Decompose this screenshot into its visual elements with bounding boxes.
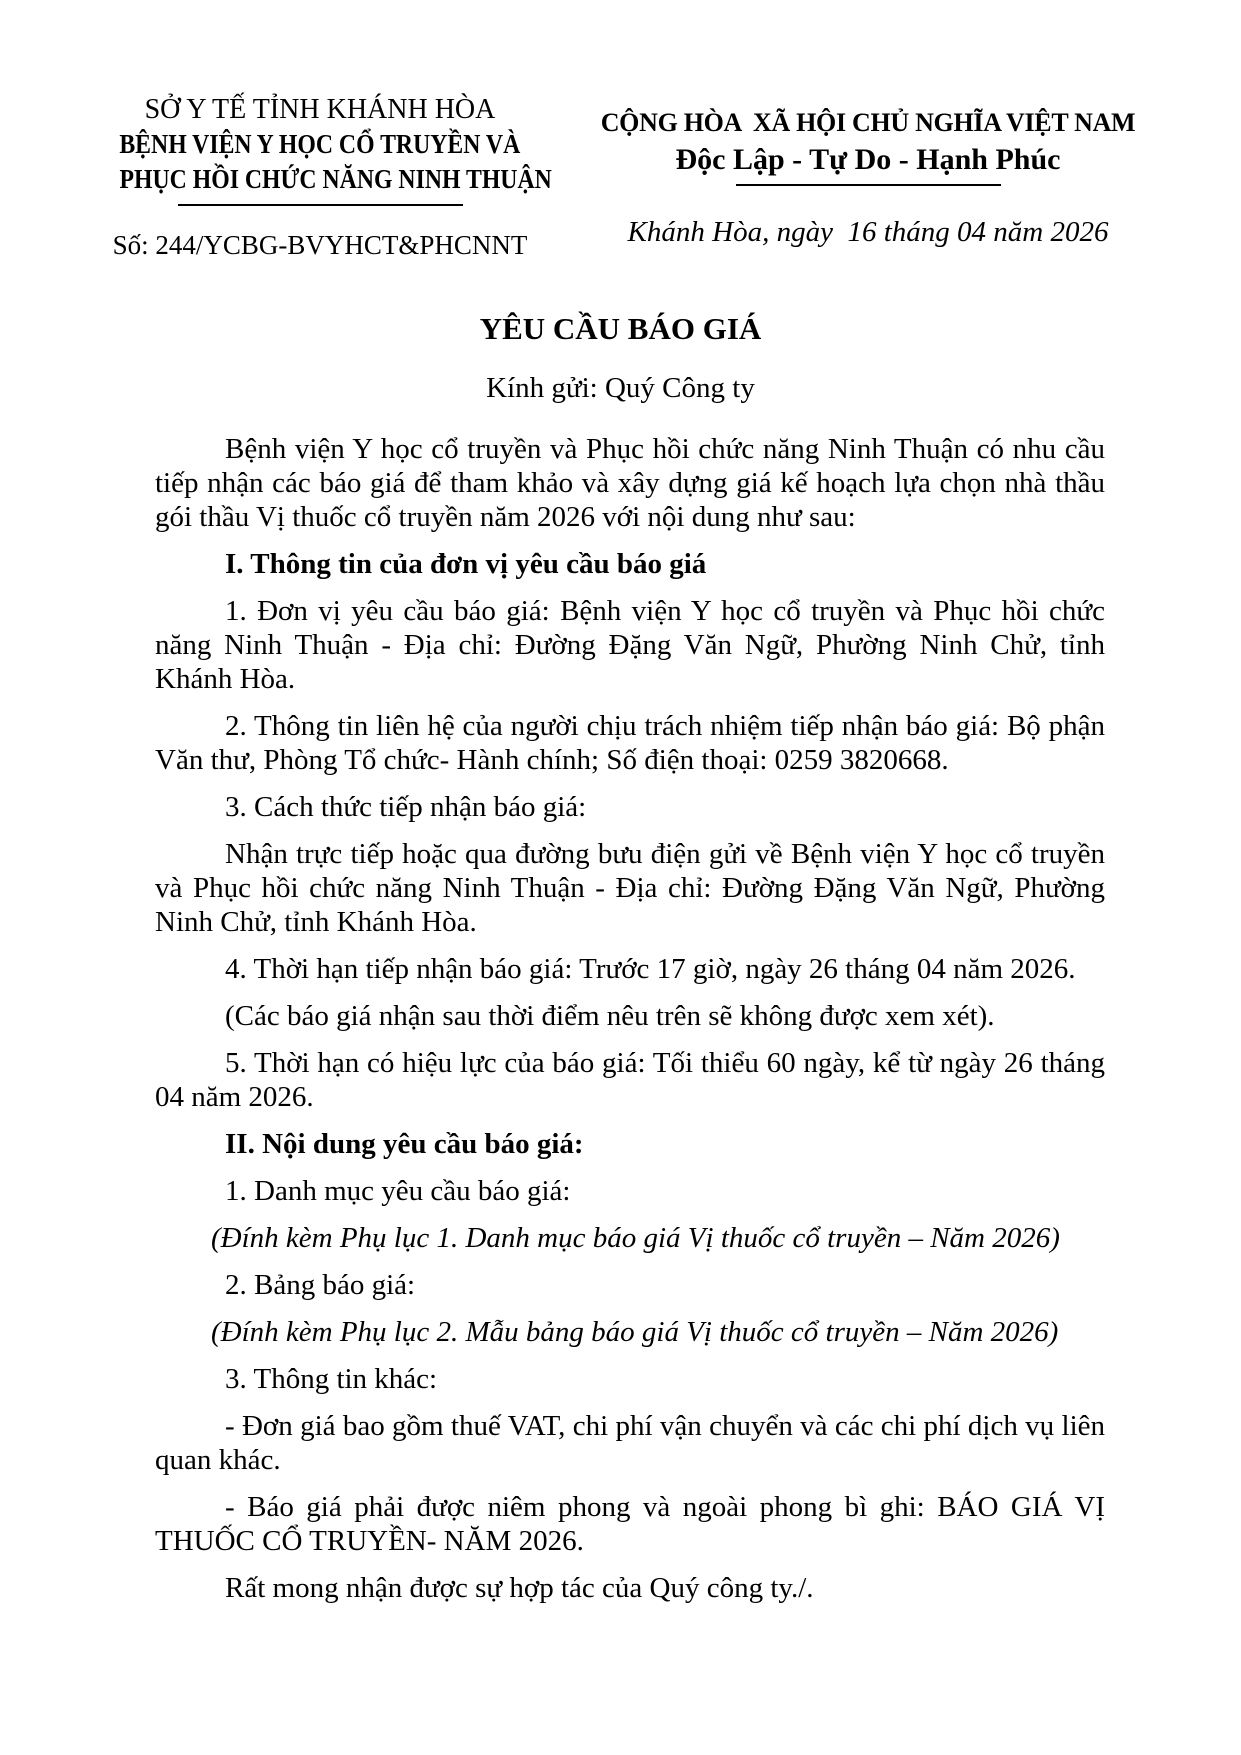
national-title: CỘNG HÒA XÃ HỘI CHỦ NGHĨA VIỆT NAM	[600, 108, 1136, 137]
org-name-line-1: BỆNH VIỆN Y HỌC CỔ TRUYỀN VÀ	[119, 129, 521, 159]
reception-method-detail: Nhận trực tiếp hoặc qua đường bưu điện gửi về Bệnh viện Y học cổ truyền và Phục hồi chức năng Ninh Thuận - Địa chỉ: Đường Đặng Văn Ngữ, Phường Ninh Chử, tỉnh Khánh Hòa.	[155, 838, 1105, 938]
unit-info-item: 1. Đơn vị yêu cầu báo giá: Bệnh viện Y học cổ truyền và Phục hồi chức năng Ninh Thuận - Địa chỉ: Đường Đặng Văn Ngữ, Phường Ninh Chử, tỉnh Khánh Hòa.	[155, 595, 1105, 695]
org-underline-rule	[178, 204, 463, 206]
document-body	[0, 405, 1241, 1605]
document-number: Số: 244/YCBG-BVYHCT&PHCNNT	[112, 230, 528, 260]
other-info-item: 3. Thông tin khác:	[225, 1363, 438, 1395]
section-ii-heading: II. Nội dung yêu cầu báo giá:	[225, 1128, 584, 1160]
place-date-line: Khánh Hòa, ngày 16 tháng 04 năm 2026	[627, 216, 1109, 248]
salutation-line: Kính gửi: Quý Công ty	[486, 372, 755, 404]
request-list-item: 1. Danh mục yêu cầu báo giá:	[225, 1175, 571, 1207]
deadline-note: (Các báo giá nhận sau thời điểm nêu trên sẽ không được xem xét).	[225, 1000, 995, 1032]
org-name-line-2: PHỤC HỒI CHỨC NĂNG NINH THUẬN	[119, 164, 552, 194]
national-header-block	[550, 92, 1186, 261]
reception-method-item: 3. Cách thức tiếp nhận báo giá:	[225, 791, 587, 823]
motto-underline-rule	[736, 184, 1001, 186]
closing-line: Rất mong nhận được sự hợp tác của Quý công ty./.	[225, 1572, 814, 1604]
document-header	[0, 0, 1241, 261]
deadline-item: 4. Thời hạn tiếp nhận báo giá: Trước 17 giờ, ngày 26 tháng 04 năm 2026.	[225, 953, 1076, 985]
intro-paragraph: Bệnh viện Y học cổ truyền và Phục hồi chức năng Ninh Thuận có nhu cầu tiếp nhận các báo giá để tham khảo và xây dựng giá kế hoạch lựa chọn nhà thầu gói thầu Vị thuốc cổ truyền năm 2026 với nội dung như sau:	[155, 433, 1105, 533]
department-name: SỞ Y TẾ TỈNH KHÁNH HÒA	[144, 94, 496, 125]
national-motto: Độc Lập - Tự Do - Hạnh Phúc	[675, 143, 1061, 176]
appendix-2-note: (Đính kèm Phụ lục 2. Mẫu bảng báo giá Vị thuốc cổ truyền – Năm 2026)	[211, 1316, 1059, 1348]
vat-note: - Đơn giá bao gồm thuế VAT, chi phí vận chuyển và các chi phí dịch vụ liên quan khác.	[155, 1410, 1105, 1476]
appendix-1-note: (Đính kèm Phụ lục 1. Danh mục báo giá Vị thuốc cổ truyền – Năm 2026)	[211, 1222, 1060, 1254]
document-title: YÊU CẦU BÁO GIÁ	[479, 311, 762, 346]
envelope-note: - Báo giá phải được niêm phong và ngoài phong bì ghi: BÁO GIÁ VỊ THUỐC CỔ TRUYỀN- NĂM 2026.	[155, 1491, 1105, 1557]
validity-item: 5. Thời hạn có hiệu lực của báo giá: Tối thiểu 60 ngày, kể từ ngày 26 tháng 04 năm 2026.	[155, 1047, 1105, 1113]
quote-table-item: 2. Bảng báo giá:	[225, 1269, 416, 1301]
section-i-heading: I. Thông tin của đơn vị yêu cầu báo giá	[225, 548, 707, 580]
issuing-org-block	[90, 92, 550, 261]
contact-info-item: 2. Thông tin liên hệ của người chịu trách nhiệm tiếp nhận báo giá: Bộ phận Văn thư, Phòng Tổ chức- Hành chính; Số điện thoại: 0259 3820668.	[155, 710, 1105, 776]
